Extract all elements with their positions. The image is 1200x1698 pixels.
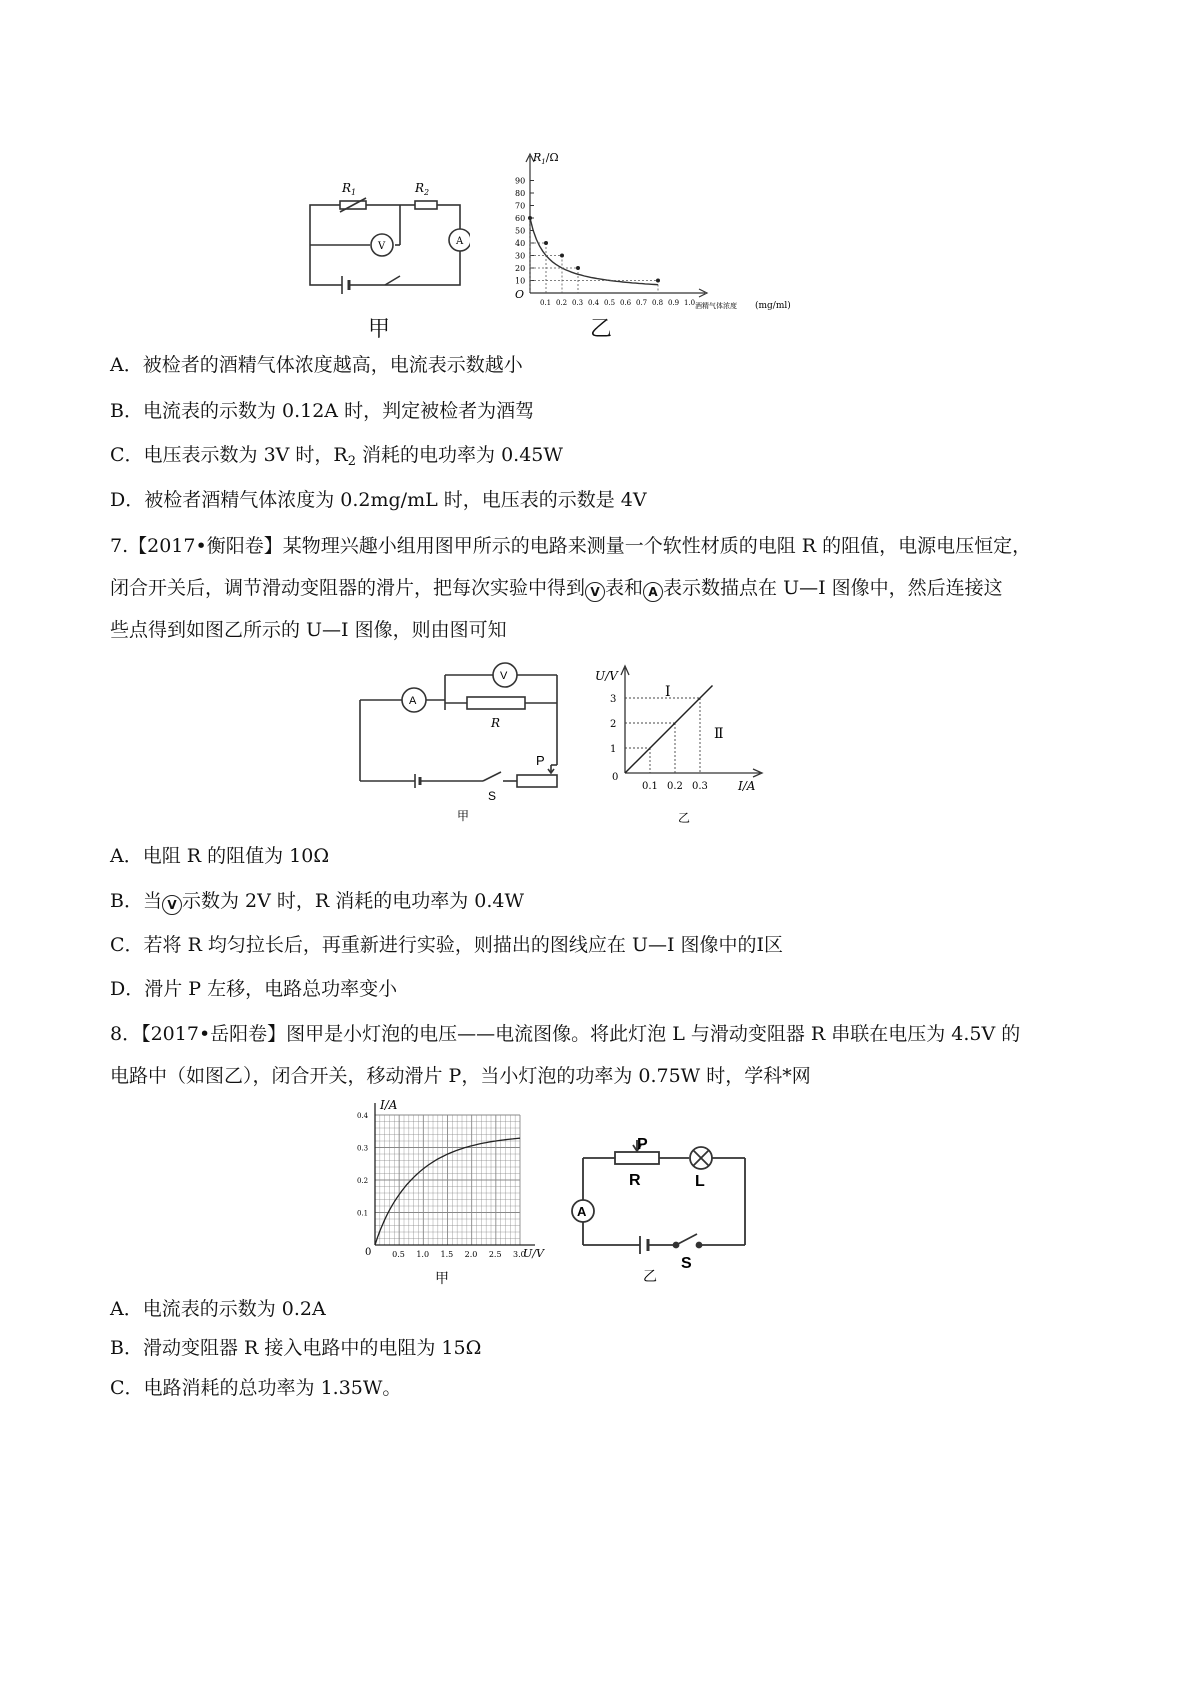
q7-option-d: D．滑片 P 左移，电路总功率变小 <box>110 978 398 1000</box>
q8-y-tick-label: 0.4 <box>357 1112 369 1120</box>
q8-circuit-diagram <box>565 1138 765 1288</box>
q8-x-tick-label: 3.0 <box>513 1250 526 1259</box>
q7-x-tick-label: 0.1 <box>642 781 658 792</box>
q8-ylabel: I/A <box>380 1098 398 1112</box>
q8-option-a: A．电流表的示数为 0.2A <box>110 1298 326 1320</box>
q7-region-1: Ⅰ <box>665 684 671 700</box>
q6-x-tick-label: 0.2 <box>556 299 568 307</box>
q8-y-tick-label: 0.1 <box>357 1209 369 1218</box>
q6-option-a: A．被检者的酒精气体浓度越高，电流表示数越小 <box>110 354 523 376</box>
q7-stem-line2: 闭合开关后，调节滑动变阻器的滑片，把每次实验中得到 V 表和 A 表示数描点在 U—I 图像中，然后连接这 <box>110 575 1003 602</box>
q6-data-point <box>560 254 564 258</box>
q6-y-tick-label: 60 <box>515 214 526 223</box>
q6-y-tick-label: 90 <box>515 176 526 186</box>
q8-graph-caption: 甲 <box>435 1271 449 1287</box>
q6-x-tick-label: 0.7 <box>636 299 648 307</box>
voltmeter-label: V <box>378 241 386 252</box>
q7-y-tick-label: 1 <box>610 744 617 755</box>
q6-circuit-diagram <box>300 170 470 320</box>
q8-stem-line1: 8．【2017•岳阳卷】图甲是小灯泡的电压——电流图像。将此灯泡 L 与滑动变阻器 R 串联在电压为 4.5V 的 <box>110 1023 1021 1045</box>
q6-option-d: D．被检者酒精气体浓度为 0.2mg/mL 时，电压表的示数是 4V <box>110 489 647 511</box>
q6-y-tick-label: 40 <box>515 239 526 248</box>
q6-option-c: C．电压表示数为 3V 时，$R_2$ 消耗的电功率为 0.45W <box>110 444 563 469</box>
q7-xlabel: I/A <box>738 779 756 793</box>
voltmeter-symbol-icon: V <box>585 582 605 602</box>
q7-ylabel: U/V <box>595 669 618 683</box>
ammeter-label: A <box>456 236 464 247</box>
q7-stem-line3: 些点得到如图乙所示的 U—I 图像，则由图可知 <box>110 619 507 641</box>
r1-label: $R_1$ <box>342 181 357 197</box>
q8-option-b: B．滑动变阻器 R 接入电路中的电阻为 15Ω <box>110 1337 482 1359</box>
voltmeter-symbol-icon: V <box>162 895 182 915</box>
q7-slider-label: P <box>536 753 545 768</box>
q6-curve <box>530 218 658 285</box>
q7-option-a: A．电阻 R 的阻值为 10Ω <box>110 845 330 867</box>
q7-ammeter-label: A <box>409 695 417 707</box>
q6-graph-figure <box>505 148 815 328</box>
q8-stem-line2: 电路中（如图乙），闭合开关，移动滑片 P，当小灯泡的功率为 0.75W 时，学科*网 <box>110 1065 811 1087</box>
q7-stem-line1: 7.【2017•衡阳卷】某物理兴趣小组用图甲所示的电路来测量一个软性材质的电阻 R 的阻值，电源电压恒定， <box>110 535 1032 557</box>
q6-fig-jia-caption: 甲 <box>368 317 391 342</box>
q6-data-point <box>528 216 532 220</box>
q8-y-tick-label: 0.2 <box>357 1177 369 1185</box>
q6-y-tick-label: 20 <box>515 264 526 273</box>
q8-iu-graph <box>355 1095 555 1290</box>
q7-option-c: C．若将 R 均匀拉长后，再重新进行实验，则描出的图线应在 U—I 图像中的Ⅰ区 <box>110 934 784 956</box>
q7-circuit-caption: 甲 <box>457 809 470 823</box>
q7-circuit-figure <box>345 655 580 825</box>
q8-circuit-caption: 乙 <box>643 1269 657 1285</box>
ammeter-symbol-icon: A <box>643 582 663 602</box>
q6-ylabel: $R_1/\Omega$ <box>533 151 559 166</box>
q7-graph-figure <box>590 658 770 828</box>
q6-circuit-figure <box>300 170 470 320</box>
q8-y-tick-label: 0.3 <box>357 1144 369 1153</box>
q8-xlabel: U/V <box>523 1247 544 1260</box>
q6-y-tick-label: 70 <box>515 201 526 211</box>
q6-x-tick-label: 1.0 <box>684 299 696 307</box>
q8-x-tick-label: 1.5 <box>440 1250 454 1259</box>
q6-data-point <box>544 241 548 245</box>
r2-label: $R_2$ <box>415 181 430 197</box>
q6-y-tick-label: 50 <box>515 226 526 236</box>
q7-ui-graph <box>590 658 770 828</box>
q6-data-point <box>656 279 660 283</box>
q8-x-tick-label: 2.5 <box>488 1250 502 1259</box>
q7-voltmeter-label: V <box>500 670 508 682</box>
q6-resistance-graph <box>505 148 815 328</box>
q7-x-tick-label: 0.3 <box>692 781 708 792</box>
q7-graph-caption: 乙 <box>678 811 691 825</box>
q7-y-tick-label: 2 <box>610 719 617 730</box>
q6-x-tick-label: 0.4 <box>588 299 600 307</box>
q8-circuit-figure <box>565 1138 765 1288</box>
q7-origin: 0 <box>612 772 619 783</box>
q8-ammeter-label: A <box>577 1204 587 1219</box>
q8-x-tick-label: 2.0 <box>464 1250 478 1259</box>
q6-x-tick-label: 0.8 <box>652 299 664 307</box>
q8-lamp-label: L <box>695 1173 705 1190</box>
q6-data-point <box>576 266 580 270</box>
q7-option-b: B．当 V 示数为 2V 时，R 消耗的电功率为 0.4W <box>110 888 524 915</box>
q8-option-c: C．电路消耗的总功率为 1.35W。 <box>110 1377 402 1399</box>
q7-y-tick-label: 3 <box>610 694 617 705</box>
q7-switch-label: S <box>488 789 497 803</box>
q8-slider-label: P <box>637 1138 648 1153</box>
q7-circuit-diagram <box>345 655 580 825</box>
q6-y-tick-label: 30 <box>515 251 526 261</box>
q6-option-b: B．电流表的示数为 0.12A 时，判定被检者为酒驾 <box>110 400 535 422</box>
q6-origin: O <box>515 288 525 301</box>
q6-x-tick-label: 0.3 <box>572 299 584 307</box>
q8-origin: 0 <box>365 1247 372 1258</box>
q6-y-tick-label: 10 <box>515 276 526 286</box>
q7-region-2: Ⅱ <box>714 726 724 742</box>
q8-x-tick-label: 1.0 <box>416 1250 430 1259</box>
q8-switch-label: S <box>681 1255 692 1272</box>
q6-xunit: (mg/ml) <box>755 301 791 311</box>
q8-graph-figure <box>355 1095 555 1290</box>
q6-fig-yi-caption: 乙 <box>590 317 613 342</box>
q7-resistor-label: R <box>491 716 501 730</box>
q8-x-tick-label: 0.5 <box>392 1250 405 1259</box>
q6-x-tick-label: 0.5 <box>604 299 616 307</box>
q6-x-tick-label: 0.9 <box>668 299 680 307</box>
q6-y-tick-label: 80 <box>515 189 526 198</box>
q6-x-tick-label: 0.6 <box>620 299 632 307</box>
q8-resistor-label: R <box>629 1172 641 1189</box>
q7-x-tick-label: 0.2 <box>667 781 683 792</box>
q6-x-tick-label: 0.1 <box>540 299 552 307</box>
q6-xlabel: 酒精气体浓度 <box>695 302 737 310</box>
